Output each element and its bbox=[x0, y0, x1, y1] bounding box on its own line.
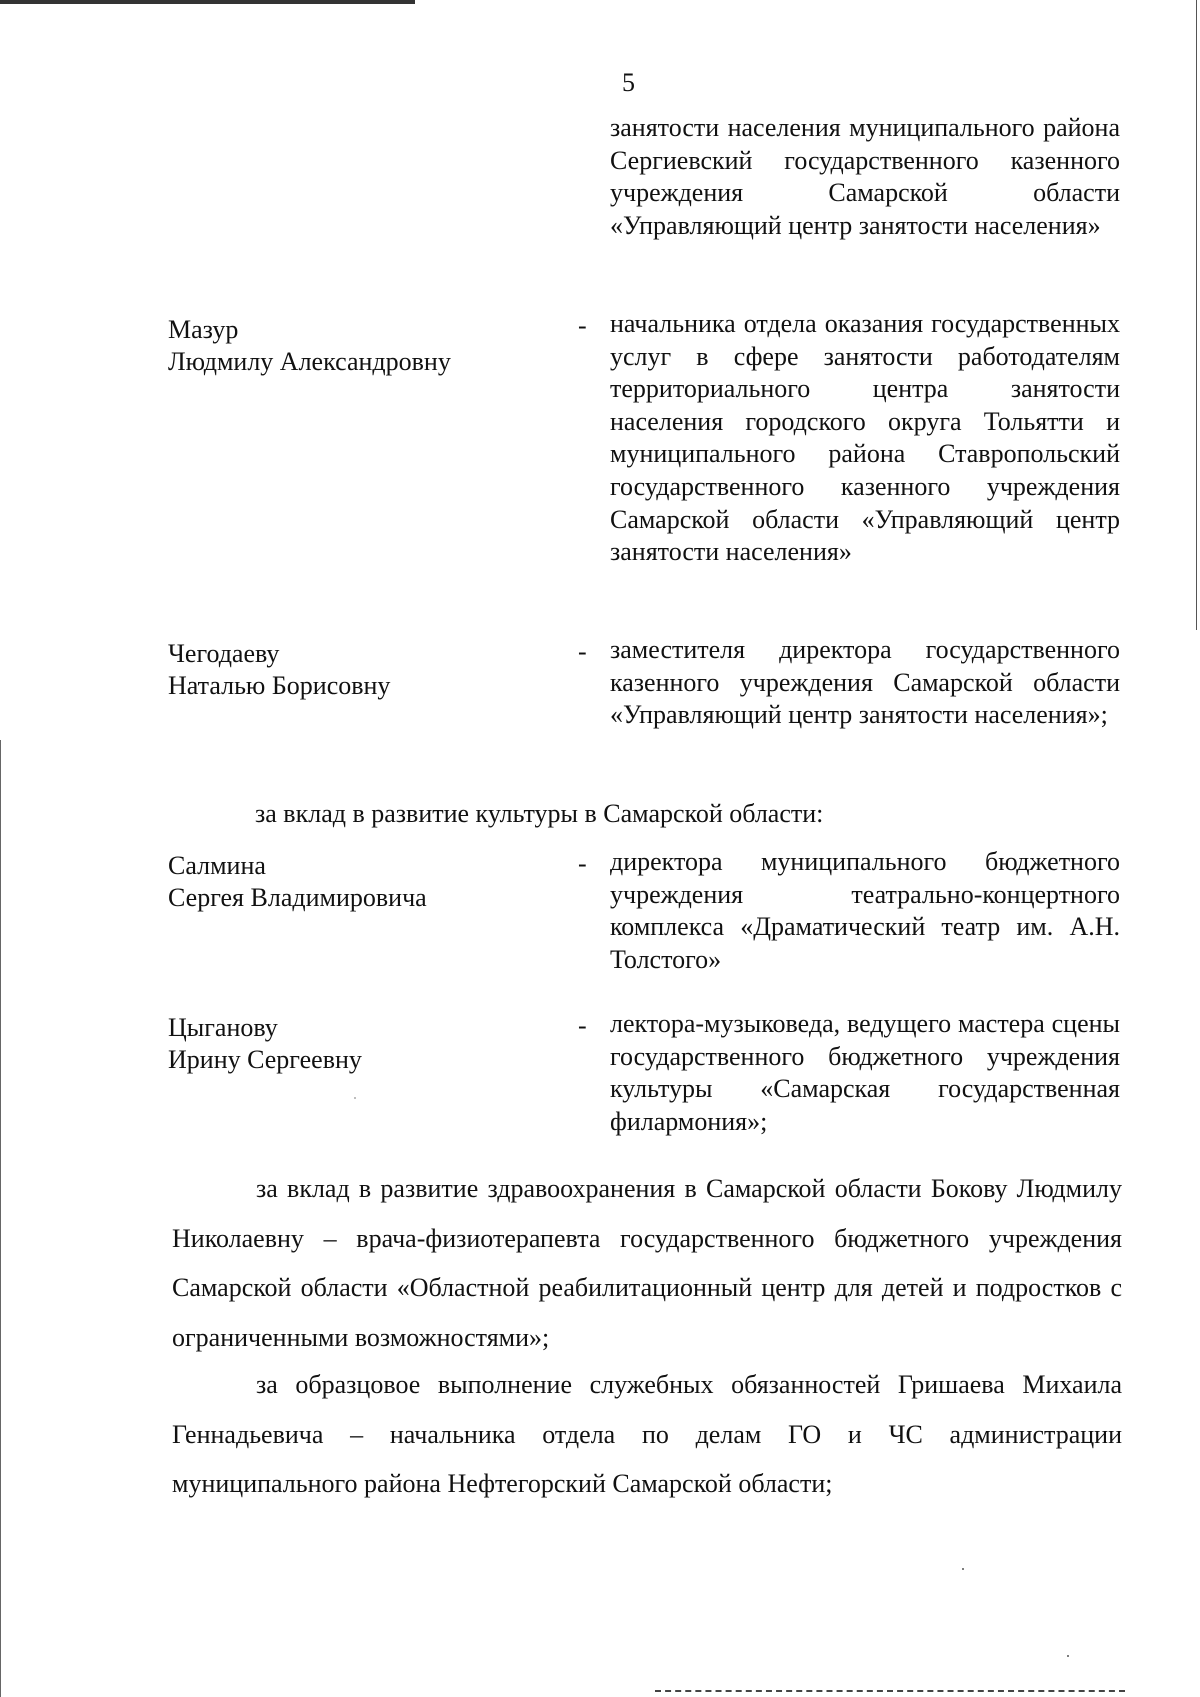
scan-speck bbox=[962, 1568, 964, 1570]
recipient-surname: Салмина bbox=[168, 851, 266, 880]
section-heading-culture: за вклад в развитие культуры в Самарской области: bbox=[255, 799, 824, 828]
scan-speck bbox=[354, 1097, 356, 1099]
recipient-name bbox=[168, 850, 568, 914]
scan-edge-left bbox=[0, 740, 1, 1697]
entry-dash: - bbox=[578, 637, 587, 666]
recipient-given-names: Сергея Владимировича bbox=[168, 883, 427, 912]
recipient-position: заместителя директора государственного казенного учреждения Самарской области «Управляющий центр занятости населения»; bbox=[610, 635, 1120, 730]
paragraph-healthcare-award: за вклад в развитие здравоохранения в Самарской области Бокову Людмилу Николаевну – врача-физиотерапевта государственного бюджетного учреждения Самарской области «Областной реабилитационный центр для детей и подростков с ограниченными возможностями»; bbox=[172, 1174, 1122, 1352]
recipient-position: начальника отдела оказания государственных услуг в сфере занятости работодателям территориального центра занятости населения городского округа Тольятти и муниципального района Ставропольский государственного казенного учреждения Самарской области «Управляющий центр занятости населения» bbox=[610, 309, 1120, 567]
recipient-given-names: Людмилу Александровну bbox=[168, 347, 451, 376]
entry-dash: - bbox=[578, 311, 587, 340]
recipient-surname: Мазур bbox=[168, 315, 239, 344]
recipient-name bbox=[168, 314, 568, 378]
recipient-name bbox=[168, 638, 568, 702]
entry-dash: - bbox=[578, 1011, 587, 1040]
recipient-name bbox=[168, 1012, 568, 1076]
paragraph-service-award: за образцовое выполнение служебных обязанностей Гришаева Михаила Геннадьевича – начальника отдела по делам ГО и ЧС администрации муниципального района Нефтегорский Самарской области; bbox=[172, 1370, 1122, 1498]
scan-edge-bottom bbox=[655, 1690, 1125, 1692]
entry-position-continuation: занятости населения муниципального района Сергиевский государственного казенного учреждения Самарской области «Управляющий центр занятости населения» bbox=[610, 113, 1120, 240]
recipient-surname: Чегодаеву bbox=[168, 639, 280, 668]
entry-dash: - bbox=[578, 849, 587, 878]
scan-edge-top bbox=[0, 0, 415, 4]
recipient-position: директора муниципального бюджетного учреждения театрально-концертного комплекса «Драматический театр им. А.Н. Толстого» bbox=[610, 847, 1120, 974]
scan-speck bbox=[1067, 1655, 1069, 1657]
recipient-surname: Цыганову bbox=[168, 1013, 278, 1042]
page-number: 5 bbox=[622, 68, 635, 97]
recipient-given-names: Ирину Сергеевну bbox=[168, 1045, 362, 1074]
recipient-given-names: Наталью Борисовну bbox=[168, 671, 391, 700]
scan-edge-right bbox=[1196, 0, 1197, 630]
recipient-position: лектора-музыковеда, ведущего мастера сцены государственного бюджетного учреждения культуры «Самарская государственная филармония»; bbox=[610, 1009, 1120, 1136]
